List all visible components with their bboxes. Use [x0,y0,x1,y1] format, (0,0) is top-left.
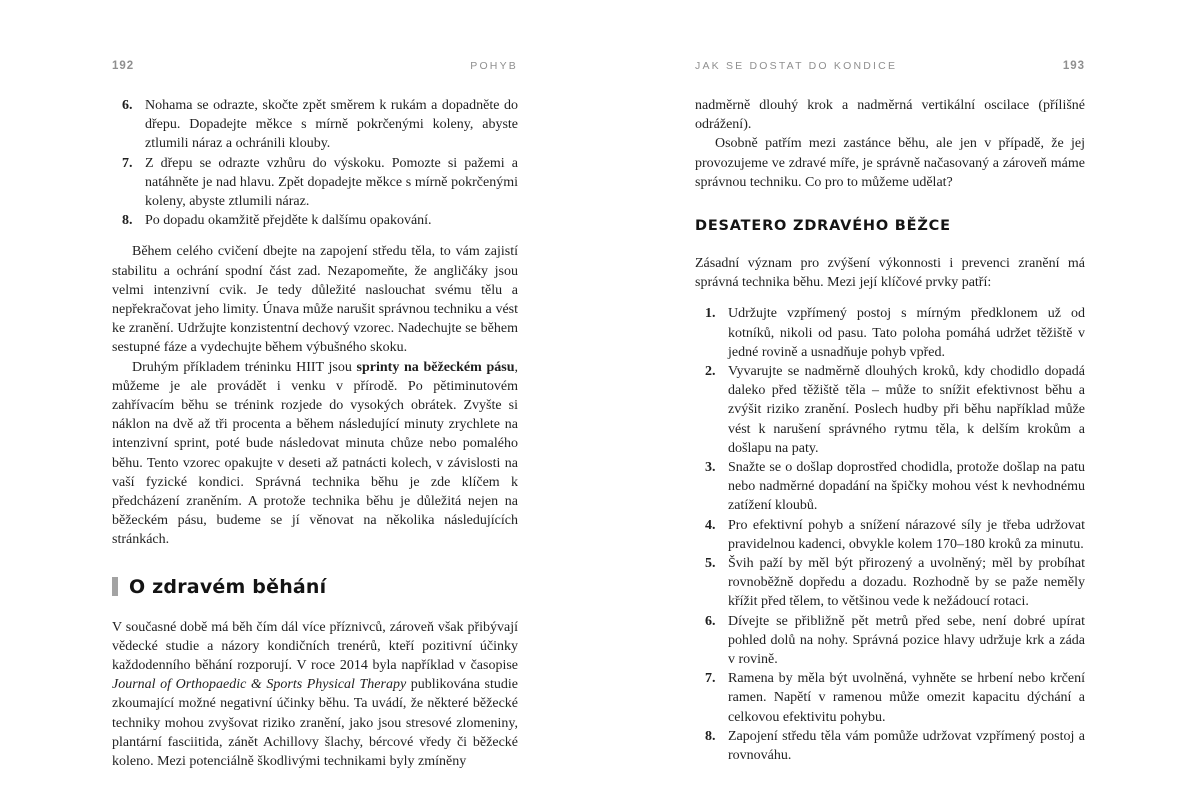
list-item [695,516,1085,554]
paragraph-text: nadměrně dlouhý krok a nadměrná vertikální oscilace (přílišné odrážení). [695,98,1085,133]
section-heading-healthy-running [112,576,518,598]
paragraph-text: Během celého cvičení dbejte na zapojení středu těla, to vám zajistí stabilitu a ochrání spodní část zad. Nezapomeňte, že angličáky jsou velmi intenzivní cvik. Je tedy důležité naslouchat svému tělu a nepřekračovat jeho limity. Únava může narušit správnou techniku a vést ke zranění. Udržujte konzistentní dechový vzorec. Nadechujte se během sestupné fáze a vydechujte během výbušného skoku. [112,244,518,356]
paragraph-text: publikována studie zkoumající možné negativní účinky běhu. Ta uvádí, že některé běžecké techniky mohou zvyšovat riziko zranění, jako jsou stresové zlomeniny, plantární fasciitida, zánět Achillovy šlachy, bércové vředy či běžecké koleno. Mezi potenciálně škodlivými technikami byly zmíněny [112,677,518,770]
list-item [695,304,1085,362]
page-right [600,0,1200,800]
list-item-text: Z dřepu se odrazte vzhůru do výskoku. Pomozte si pažemi a natáhněte je nad hlavu. Zpět dopadejte měkce s mírně pokrčenými koleny, abyste ztlumili náraz. [145,155,518,210]
paragraph-continuation [695,96,1085,134]
list-item-number: 2. [705,364,716,380]
list-item-number: 4. [705,517,716,533]
section-heading-bar [112,577,118,596]
running-tips-list [695,304,1085,765]
running-head-title-left: POHYB [470,60,518,72]
running-head-right [695,60,1085,72]
list-item-text: Ramena by měla být uvolněná, vyhněte se hrbení nebo krčení ramen. Napětí v ramenou může omezit kapacitu dýchání a celkovou efektivitu pohybu. [728,671,1085,725]
page-number-right: 193 [1062,60,1085,72]
paragraph-text: Druhým příkladem tréninku HIIT jsou [132,359,357,375]
paragraph-technique-intro [695,254,1085,292]
paragraph-running-studies [112,618,518,772]
list-item [695,612,1085,670]
list-item-text: Nohama se odrazte, skočte zpět směrem k rukám a dopadněte do dřepu. Dopadejte měkce s mírně pokrčenými koleny, abyste ztlumili náraz a ochránili klouby. [145,98,518,152]
list-item [695,669,1085,727]
list-item-number: 5. [705,556,716,572]
list-item [695,727,1085,765]
sub-heading-ten-commandments: DESATERO ZDRAVÉHO BĚŽCE [695,218,951,235]
paragraph-personal-opinion [695,134,1085,192]
paragraph-text: V současné době má běh čím dál více příznivců, zároveň však přibývají vědecké studie a názory kondičních trenérů, kteří pozitivní účinky každodenního běhání rozporují. V roce 2014 byla například v časopise [112,619,518,674]
list-item-text: Snažte se o došlap doprostřed chodidla, protože došlap na patu nebo nadměrné dopadání na špičky mohou vést k nevhodnému zatížení kloubů. [728,460,1085,514]
list-item-text: Dívejte se přibližně pět metrů před sebe, není dobré upírat pohled dolů na nohy. Správná pozice hlavy udržuje krk a záda v rovině. [728,613,1085,668]
list-item-text: Švih paží by měl být přirozený a uvolněný; měl by probíhat rovnoběžně dopředu a dozadu. Rozhodně by se paže neměly křížit před tělem, to většinou vede k nežádoucí rotaci. [728,556,1085,610]
list-item-number: 1. [705,306,716,322]
list-item-text: Pro efektivní pohyb a snížení nárazové síly je třeba udržovat pravidelnou kadenci, obvykle kolem 170–180 kroků za minutu. [728,517,1085,552]
list-item [112,154,518,212]
list-item-number: 7. [705,671,716,687]
list-item-number: 8. [705,728,716,744]
list-item [112,211,518,230]
list-item-number: 7. [122,155,133,171]
exercise-steps-list [112,96,518,230]
paragraph-text: Osobně patřím mezi zastánce běhu, ale jen v případě, že jej provozujeme ve zdravé míře, je správně načasovaný a zároveň máme správnou techniku. Co pro to můžeme udělat? [695,136,1085,190]
list-item-text: Po dopadu okamžitě přejděte k dalšímu opakování. [145,213,432,229]
list-item-number: 6. [705,613,716,629]
list-item-number: 3. [705,460,716,476]
section-heading-text: O zdravém běhání [129,575,327,598]
paragraph-core-engagement [112,242,518,357]
list-item [695,458,1085,516]
list-item [695,554,1085,612]
list-item-number: 6. [122,98,133,113]
running-head-left [112,60,518,72]
paragraph-text: , můžeme je ale provádět i venku v přírodě. Po pětiminutovém zahřívacím běhu se trénink rozjede do vysokých obrátek. Zvyšte si náklon na dvě až tři procenta a během následující minuty zrychlete na intenzivní sprint, poté bude následovat minuta chůze nebo pomalého běhu. Tento vzorec opakujte v deseti až patnácti kolech, v závislosti na vaší fyzické kondici. Správná technika běhu je zde klíčem k předcházení zraněním. A protože technika běhu je důležitá nejen na běžeckém pásu, budeme se jí věnovat na několika následujících stránkách. [112,359,518,548]
journal-title: Journal of Orthopaedic & Sports Physical Therapy [112,677,407,693]
list-item-text: Zapojení středu těla vám pomůže udržovat vzpřímený postoj a rovnováhu. [728,728,1085,764]
page-number-left: 192 [112,60,135,72]
running-head-title-right: JAK SE DOSTAT DO KONDICE [695,60,898,72]
paragraph-hiit-sprints [112,358,518,550]
list-item [695,362,1085,458]
list-item-text: Vyvarujte se nadměrně dlouhých kroků, kdy chodidlo dopadá daleko před těžiště těla – může to snížit efektivnost běhu a zvýšit riziko zranění. Poslech hudby při běhu například může vést k narušení správného rytmu těla, k delším krokům a došlapu na paty. [728,364,1085,456]
paragraph-text: Zásadní význam pro zvýšení výkonnosti i prevenci zranění má správná technika běhu. Mezi její klíčové prvky patří: [695,256,1085,291]
list-item-number: 8. [122,213,133,229]
list-item-text: Udržujte vzpřímený postoj s mírným předklonem už od kotníků, nikoli od pasu. Tato poloha pomáhá udržet těžiště v jedné rovině a usnadňuje pohyb vpřed. [728,306,1085,360]
list-item [112,96,518,154]
bold-phrase: sprinty na běžeckém pásu [356,359,515,375]
